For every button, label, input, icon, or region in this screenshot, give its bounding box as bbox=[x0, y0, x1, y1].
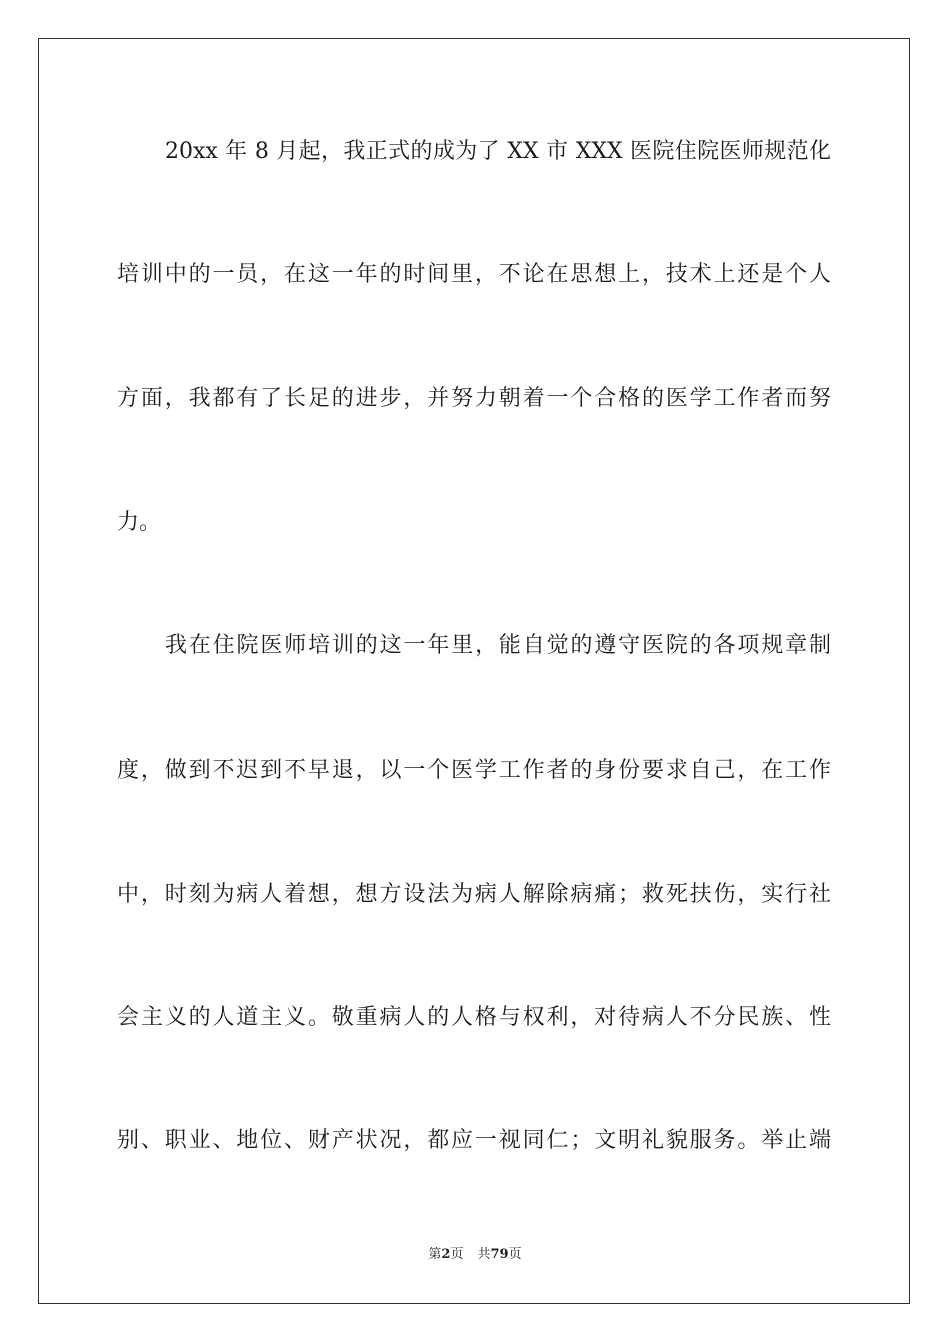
paragraph-2-line-3: 中，时刻为病人着想，想方设法为病人解除病痛；救死扶伤，实行社 bbox=[117, 882, 831, 907]
footer-page-prefix: 第 bbox=[428, 1247, 442, 1262]
paragraph-2-line-2: 度，做到不迟到不早退，以一个医学工作者的身份要求自己，在工作 bbox=[117, 758, 831, 783]
page-footer bbox=[0, 1246, 950, 1264]
footer-total-prefix: 共 bbox=[477, 1247, 491, 1262]
page-frame bbox=[38, 38, 910, 1304]
paragraph-2-line-1: 我在住院医师培训的这一年里，能自觉的遵守医院的各项规章制 bbox=[165, 633, 831, 658]
paragraph-1-line-4: 力。 bbox=[117, 510, 162, 535]
footer-total-suffix: 页 bbox=[508, 1247, 522, 1262]
paragraph-2-line-4: 会主义的人道主义。敬重病人的人格与权利，对待病人不分民族、性 bbox=[117, 1005, 831, 1030]
paragraph-1-line-1: 20xx 年 8 月起，我正式的成为了 XX 市 XXX 医院住院医师规范化 bbox=[165, 139, 831, 164]
footer-page-suffix: 页 bbox=[450, 1247, 464, 1262]
footer-total-pages: 79 bbox=[490, 1247, 509, 1262]
paragraph-1-line-2: 培训中的一员，在这一年的时间里，不论在思想上，技术上还是个人 bbox=[117, 262, 831, 287]
paragraph-2-line-5: 别、职业、地位、财产状况，都应一视同仁；文明礼貌服务。举止端 bbox=[117, 1128, 831, 1153]
footer-page-number: 2 bbox=[441, 1247, 451, 1262]
paragraph-1-line-3: 方面，我都有了长足的进步，并努力朝着一个合格的医学工作者而努 bbox=[117, 386, 831, 411]
